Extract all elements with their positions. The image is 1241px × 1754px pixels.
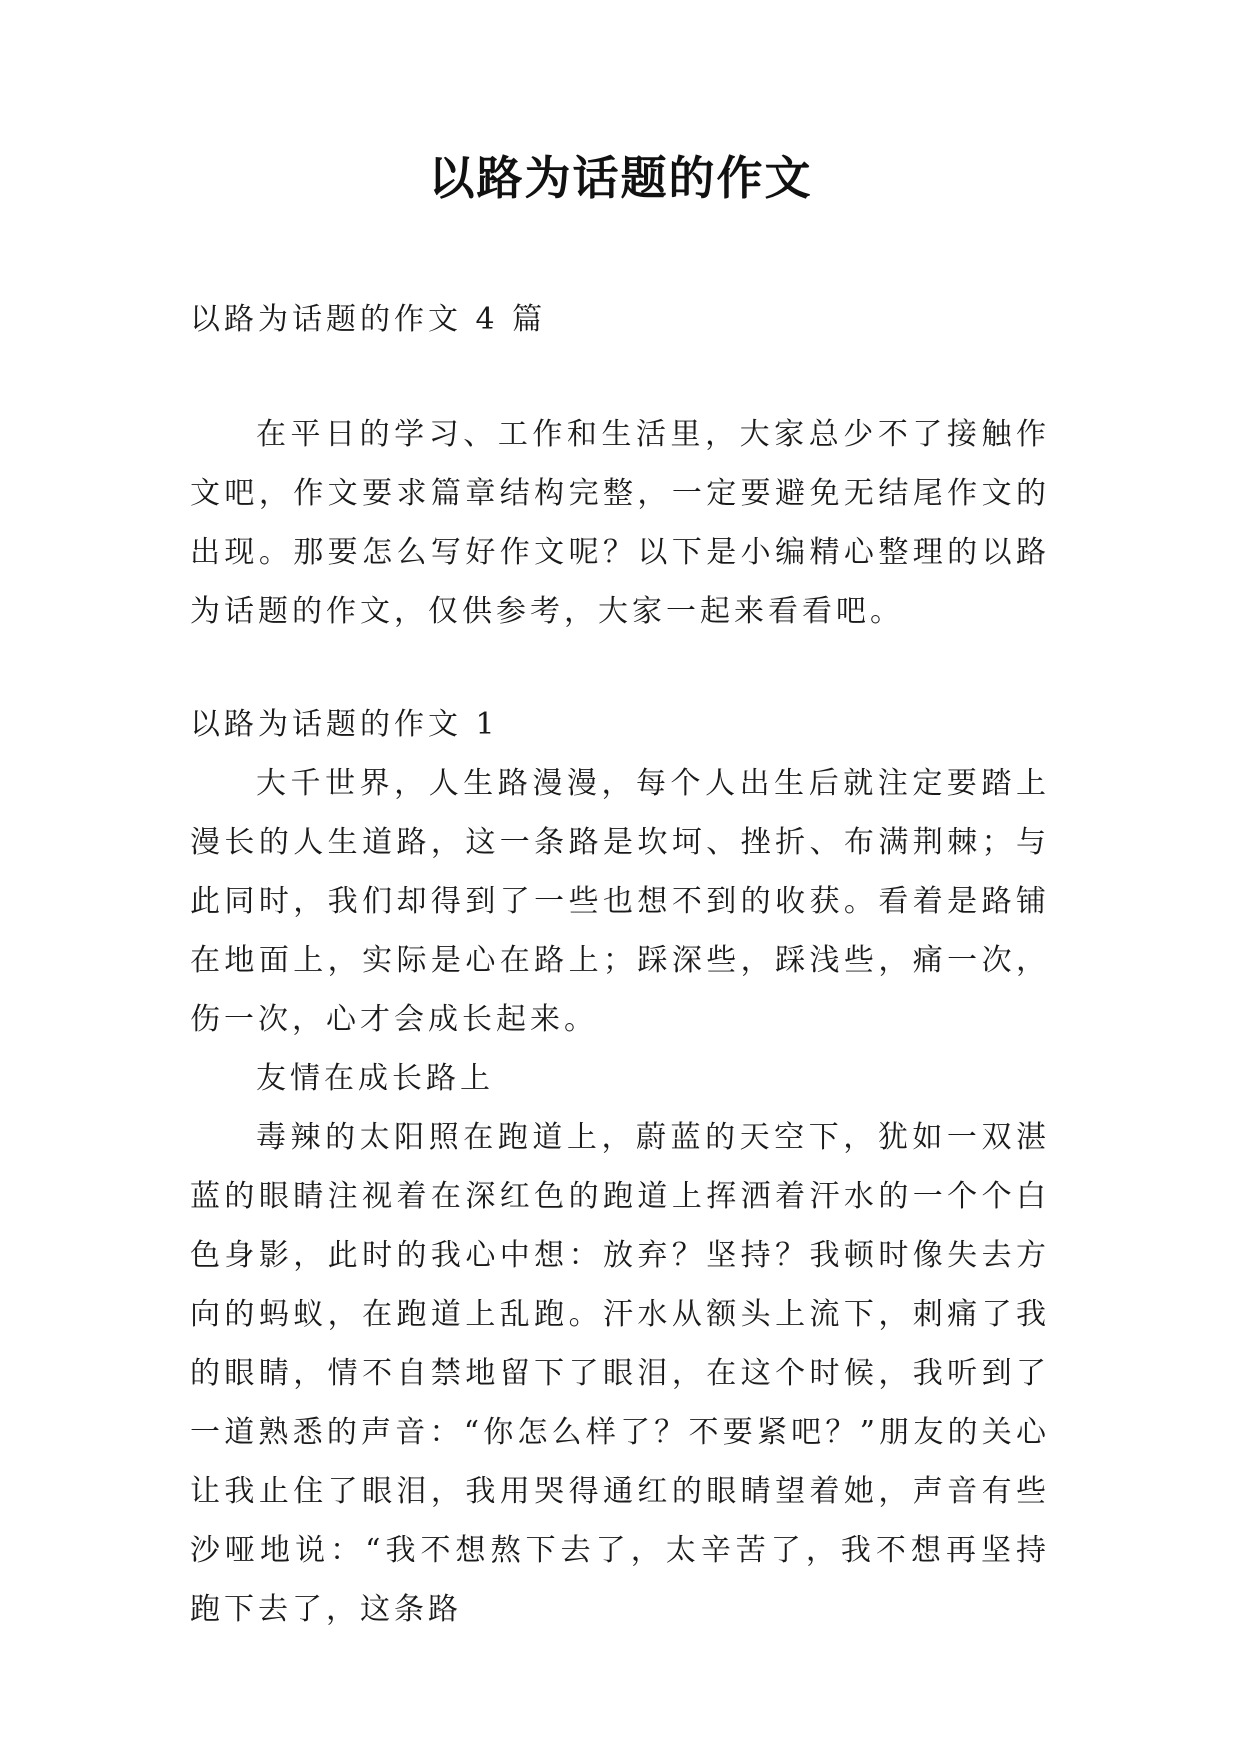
- essay-1-paragraph: 毒辣的太阳照在跑道上，蔚蓝的天空下，犹如一双湛蓝的眼睛注视着在深红色的跑道上挥洒着汗水的一个个白色身影，此时的我心中想：放弃？坚持？我顿时像失去方向的蚂蚁，在跑道上乱跑。汗水从额头上流下，刺痛了我的眼睛，情不自禁地留下了眼泪，在这个时候，我听到了一道熟悉的声音：“你怎么样了？不要紧吧？”朋友的关心让我止住了眼泪，我用哭得通红的眼睛望着她，声音有些沙哑地说：“我不想熬下去了，太辛苦了，我不想再坚持跑下去了，这条路: [190, 1120, 1050, 1627]
- document-title: 以路为话题的作文: [428, 151, 813, 205]
- essay-1-section-title: 友情在成长路上: [256, 1061, 494, 1096]
- essay-1-paragraph: 大千世界，人生路漫漫，每个人出生后就注定要踏上漫长的人生道路，这一条路是坎坷、挫折、布满荆棘；与此同时，我们却得到了一些也想不到的收获。看着是路铺在地面上，实际是心在路上；踩深些，踩浅些，痛一次，伤一次，心才会成长起来。: [190, 766, 1050, 1037]
- essay-1-heading-block: [190, 695, 1050, 754]
- essay-1-body: [190, 754, 1050, 1639]
- intro-block: [190, 405, 1050, 641]
- essay-1-heading: 以路为话题的作文 1: [190, 707, 499, 742]
- document-subtitle-block: [190, 290, 1050, 349]
- document-subtitle: 以路为话题的作文 4 篇: [190, 302, 547, 337]
- intro-paragraph: 在平日的学习、工作和生活里，大家总少不了接触作文吧，作文要求篇章结构完整，一定要避免无结尾作文的出现。那要怎么写好作文呢？以下是小编精心整理的以路为话题的作文，仅供参考，大家一起来看看吧。: [190, 417, 1050, 629]
